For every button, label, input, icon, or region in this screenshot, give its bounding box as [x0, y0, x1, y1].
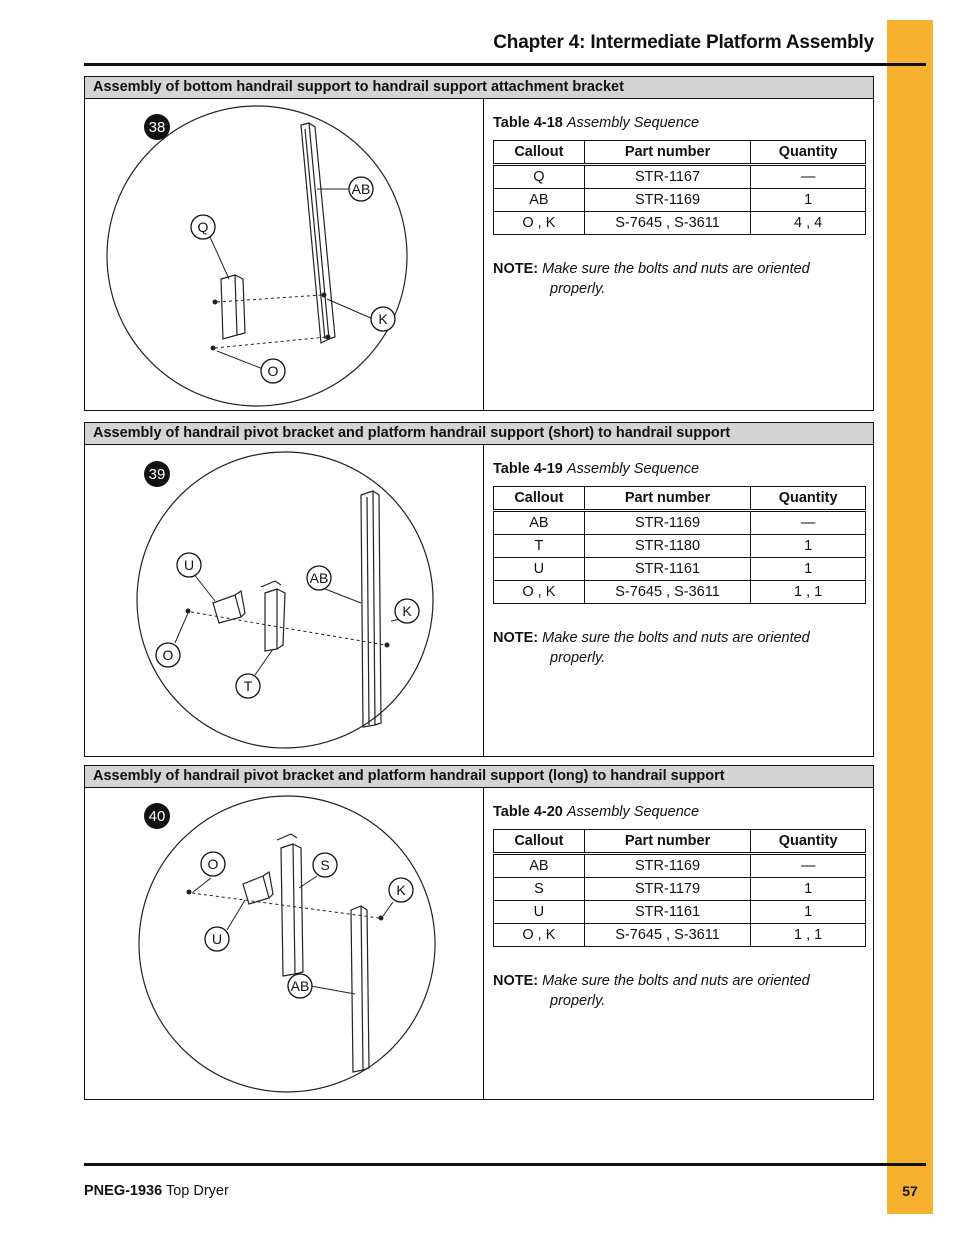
svg-text:U: U [211, 931, 223, 947]
footer-rule [84, 1163, 926, 1166]
svg-text:AB: AB [309, 570, 329, 586]
column-header: Quantity [751, 487, 866, 511]
table-row [494, 558, 866, 581]
table-cell: — [751, 511, 866, 535]
table-cell: STR-1167 [584, 165, 750, 189]
chapter-color-tab [887, 20, 933, 1214]
callout-label-q [191, 215, 215, 239]
svg-text:39: 39 [148, 466, 166, 483]
svg-text:O: O [207, 856, 219, 872]
table-caption: Table 4-19 Assembly Sequence [493, 461, 700, 477]
table-cell: 1 [751, 901, 866, 924]
table-cell: U [494, 558, 585, 581]
table-cell: AB [494, 189, 585, 212]
assembly-info [493, 788, 865, 1099]
callout-label-o [156, 643, 180, 667]
column-header: Callout [494, 141, 585, 165]
table-cell: 1 [751, 878, 866, 901]
assembly-sequence-table [493, 829, 866, 947]
table-row [494, 581, 866, 604]
table-row [494, 535, 866, 558]
attachment-bracket [221, 275, 245, 339]
handrail-support-post [361, 491, 381, 727]
step-number-badge [144, 461, 170, 487]
column-header: Part number [584, 830, 750, 854]
table-row [494, 878, 866, 901]
svg-text:O: O [162, 647, 174, 663]
table-cell: AB [494, 854, 585, 878]
step-number-badge [144, 803, 170, 829]
table-cell: O , K [494, 581, 585, 604]
section-title: Assembly of bottom handrail support to handrail support attachment bracket [85, 77, 873, 99]
section-step-38 [84, 76, 874, 411]
callout-label-k [389, 878, 413, 902]
table-cell: — [751, 854, 866, 878]
table-cell: Q [494, 165, 585, 189]
callout-label-s [313, 853, 337, 877]
table-cell: O , K [494, 212, 585, 235]
assembly-note: NOTE: Make sure the bolts and nuts are oriented properly. [493, 630, 810, 666]
table-cell: STR-1161 [584, 901, 750, 924]
column-header: Callout [494, 487, 585, 511]
callout-label-ab [307, 566, 331, 590]
table-row [494, 854, 866, 878]
svg-text:O: O [267, 363, 279, 379]
assembly-figure [85, 788, 484, 1099]
table-cell: S [494, 878, 585, 901]
table-header-row [494, 487, 866, 511]
table-row [494, 189, 866, 212]
assembly-figure [85, 99, 484, 410]
svg-text:K: K [378, 311, 388, 327]
assembly-sequence-table [493, 140, 866, 235]
header-rule [84, 63, 926, 66]
svg-text:T: T [243, 678, 253, 694]
table-cell: STR-1180 [584, 535, 750, 558]
svg-text:Q: Q [197, 219, 209, 235]
svg-text:S: S [320, 857, 330, 873]
table-cell: O , K [494, 924, 585, 947]
table-cell: STR-1169 [584, 189, 750, 212]
column-header: Quantity [751, 830, 866, 854]
table-row [494, 165, 866, 189]
page-number: 57 [902, 1183, 918, 1199]
table-cell: T [494, 535, 585, 558]
table-cell: STR-1179 [584, 878, 750, 901]
callout-label-o [261, 359, 285, 383]
pivot-bracket [243, 872, 273, 904]
table-cell: STR-1169 [584, 854, 750, 878]
table-cell: STR-1169 [584, 511, 750, 535]
table-caption: Table 4-18 Assembly Sequence [493, 115, 700, 131]
svg-text:U: U [183, 557, 195, 573]
callout-label-u [205, 927, 229, 951]
section-step-40 [84, 765, 874, 1100]
assembly-figure [85, 445, 484, 756]
table-cell: 1 [751, 558, 866, 581]
table-header-row [494, 830, 866, 854]
svg-text:38: 38 [148, 119, 166, 136]
callout-label-ab [288, 974, 312, 998]
table-row [494, 901, 866, 924]
table-row [494, 212, 866, 235]
svg-text:40: 40 [148, 808, 166, 825]
chapter-title: Chapter 4: Intermediate Platform Assembly [493, 32, 874, 53]
table-cell: S-7645 , S-3611 [584, 924, 750, 947]
assembly-note: NOTE: Make sure the bolts and nuts are oriented properly. [493, 261, 810, 297]
column-header: Part number [584, 141, 750, 165]
table-cell: STR-1161 [584, 558, 750, 581]
table-cell: 4 , 4 [751, 212, 866, 235]
callout-label-ab [349, 177, 373, 201]
svg-text:K: K [396, 882, 406, 898]
svg-text:K: K [402, 603, 412, 619]
table-cell: U [494, 901, 585, 924]
callout-label-k [395, 599, 419, 623]
step-number-badge [144, 114, 170, 140]
table-cell: — [751, 165, 866, 189]
platform-support-short [261, 581, 285, 651]
handrail-support-post [301, 123, 335, 343]
section-title: Assembly of handrail pivot bracket and platform handrail support (short) to handrail support [85, 423, 873, 445]
svg-text:AB: AB [351, 181, 371, 197]
callout-label-o [201, 852, 225, 876]
table-cell: 1 [751, 189, 866, 212]
platform-support-long [277, 834, 303, 976]
table-row [494, 924, 866, 947]
callout-label-u [177, 553, 201, 577]
footer-document-title: PNEG-1936 Top Dryer [84, 1183, 229, 1199]
table-cell: S-7645 , S-3611 [584, 581, 750, 604]
table-cell: AB [494, 511, 585, 535]
section-title: Assembly of handrail pivot bracket and platform handrail support (long) to handrail support [85, 766, 873, 788]
table-caption: Table 4-20 Assembly Sequence [493, 804, 700, 820]
assembly-info [493, 445, 865, 756]
assembly-info [493, 99, 865, 410]
table-row [494, 511, 866, 535]
table-cell: 1 , 1 [751, 924, 866, 947]
table-header-row [494, 141, 866, 165]
callout-label-t [236, 674, 260, 698]
column-header: Part number [584, 487, 750, 511]
assembly-sequence-table [493, 486, 866, 604]
column-header: Callout [494, 830, 585, 854]
table-cell: S-7645 , S-3611 [584, 212, 750, 235]
table-cell: 1 , 1 [751, 581, 866, 604]
table-cell: 1 [751, 535, 866, 558]
column-header: Quantity [751, 141, 866, 165]
assembly-note: NOTE: Make sure the bolts and nuts are oriented properly. [493, 973, 810, 1009]
callout-label-k [371, 307, 395, 331]
section-step-39 [84, 422, 874, 757]
handrail-support-post [351, 906, 369, 1072]
svg-text:AB: AB [290, 978, 310, 994]
